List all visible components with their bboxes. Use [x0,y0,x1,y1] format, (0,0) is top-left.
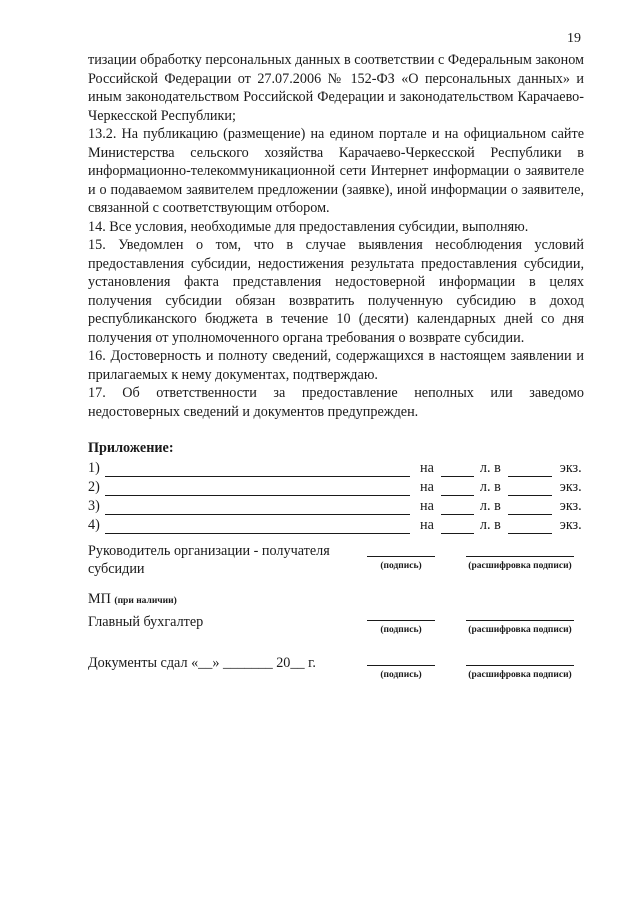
accountant-signature-caption: (подпись) [380,625,422,635]
appendix-sheets-label: л. в [479,460,501,476]
appendix-copies-label: экз. [559,460,582,476]
paragraph-13-1-end: тизации обработку персональных данных в соответствии с Федеральным законом Российской Федерации от 27.07.2006 № 152-ФЗ «О персональных данных» и иным законодательством Российской Федерации и законодательством Карачаево-Черкесской Республики; [88,52,584,124]
appendix-name-blank [105,519,410,534]
paragraph-15: 15. Уведомлен о том, что в случае выявления несоблюдения условий предоставления субсидии, недостижения результата предоставления субсидии, установления факта представления недостоверной информации в целях получения субсидии обязан возвратить полученную субсидию в доход республиканского бюджета в течение 10 (десяти) календарных дней со дня получения от уполномоченного органа требования о возврате субсидии. [88,237,584,346]
head-signature-line [367,556,435,557]
appendix-item-number: 3) [88,498,100,514]
head-signatory-label [88,542,330,578]
stamp-note: (при наличии) [114,596,177,606]
appendix-sheets-label: л. в [479,498,501,514]
appendix-item-number: 2) [88,479,100,495]
appendix-copies-blank [508,481,552,496]
appendix-sheets-label: л. в [479,517,501,533]
appendix-copies-blank [508,500,552,515]
appendix-copies-label: экз. [559,498,582,514]
paragraph-13-2: 13.2. На публикацию (размещение) на едином портале и на официальном сайте Министерства сельского хозяйства Карачаево-Черкесской Республики в информационно-телекоммуникационной сети Интернет информации о заявителе и о подаваемом заявителем предложении (заявке), иной информации о заявителе, связанной с соответствующим отбором. [88,126,584,216]
paragraph-14: 14. Все условия, необходимые для предоставления субсидии, выполняю. [88,218,529,235]
appendix-na-label: на [420,460,434,476]
appendix-copies-blank [508,462,552,477]
appendix-item [88,515,584,534]
appendix-sheets-label: л. в [479,479,501,495]
paragraph-17: 17. Об ответственности за предоставление неполных или заведомо недостоверных сведений и документов предупрежден. [88,385,584,420]
appendix-name-blank [105,462,410,477]
stamp-mp: МП [88,591,111,607]
appendix-sheets-blank [441,481,474,496]
head-decode-caption: (расшифровка подписи) [468,561,572,571]
head-signature-caption: (подпись) [380,561,422,571]
appendix-copies-blank [508,519,552,534]
accountant-label: Главный бухгалтер [88,614,204,630]
head-signatory-line2: субсидии [88,561,145,577]
accountant-decode-line [466,620,574,621]
submitter-signature-line [367,665,435,666]
appendix-name-blank [105,500,410,515]
appendix-item-number: 1) [88,460,100,476]
appendix-na-label: на [420,517,434,533]
accountant-decode-caption: (расшифровка подписи) [468,625,572,635]
appendix-name-blank [105,481,410,496]
page-number: 19 [567,31,581,46]
submitter-decode-line [466,665,574,666]
appendix-copies-label: экз. [559,517,582,533]
submitter-signature-caption: (подпись) [380,670,422,680]
appendix-item-number: 4) [88,517,100,533]
submitter-decode-caption: (расшифровка подписи) [468,670,572,680]
appendix-sheets-blank [441,462,474,477]
documents-submitted-label: Документы сдал «__» _______ 20__ г. [88,655,316,671]
appendix-na-label: на [420,479,434,495]
appendix-item [88,496,584,515]
head-signatory-line1: Руководитель организации - получателя [88,543,330,559]
appendix-item [88,477,584,496]
appendix-title: Приложение: [88,440,174,456]
stamp-label [88,590,177,610]
body-text [88,51,584,421]
appendix-sheets-blank [441,519,474,534]
appendix-na-label: на [420,498,434,514]
accountant-signature-line [367,620,435,621]
head-decode-line [466,556,574,557]
appendix-section [88,439,584,534]
appendix-sheets-blank [441,500,474,515]
appendix-copies-label: экз. [559,479,582,495]
paragraph-16: 16. Достоверность и полноту сведений, содержащихся в настоящем заявлении и прилагаемых к нему документах, подтверждаю. [88,348,584,383]
appendix-item [88,458,584,477]
